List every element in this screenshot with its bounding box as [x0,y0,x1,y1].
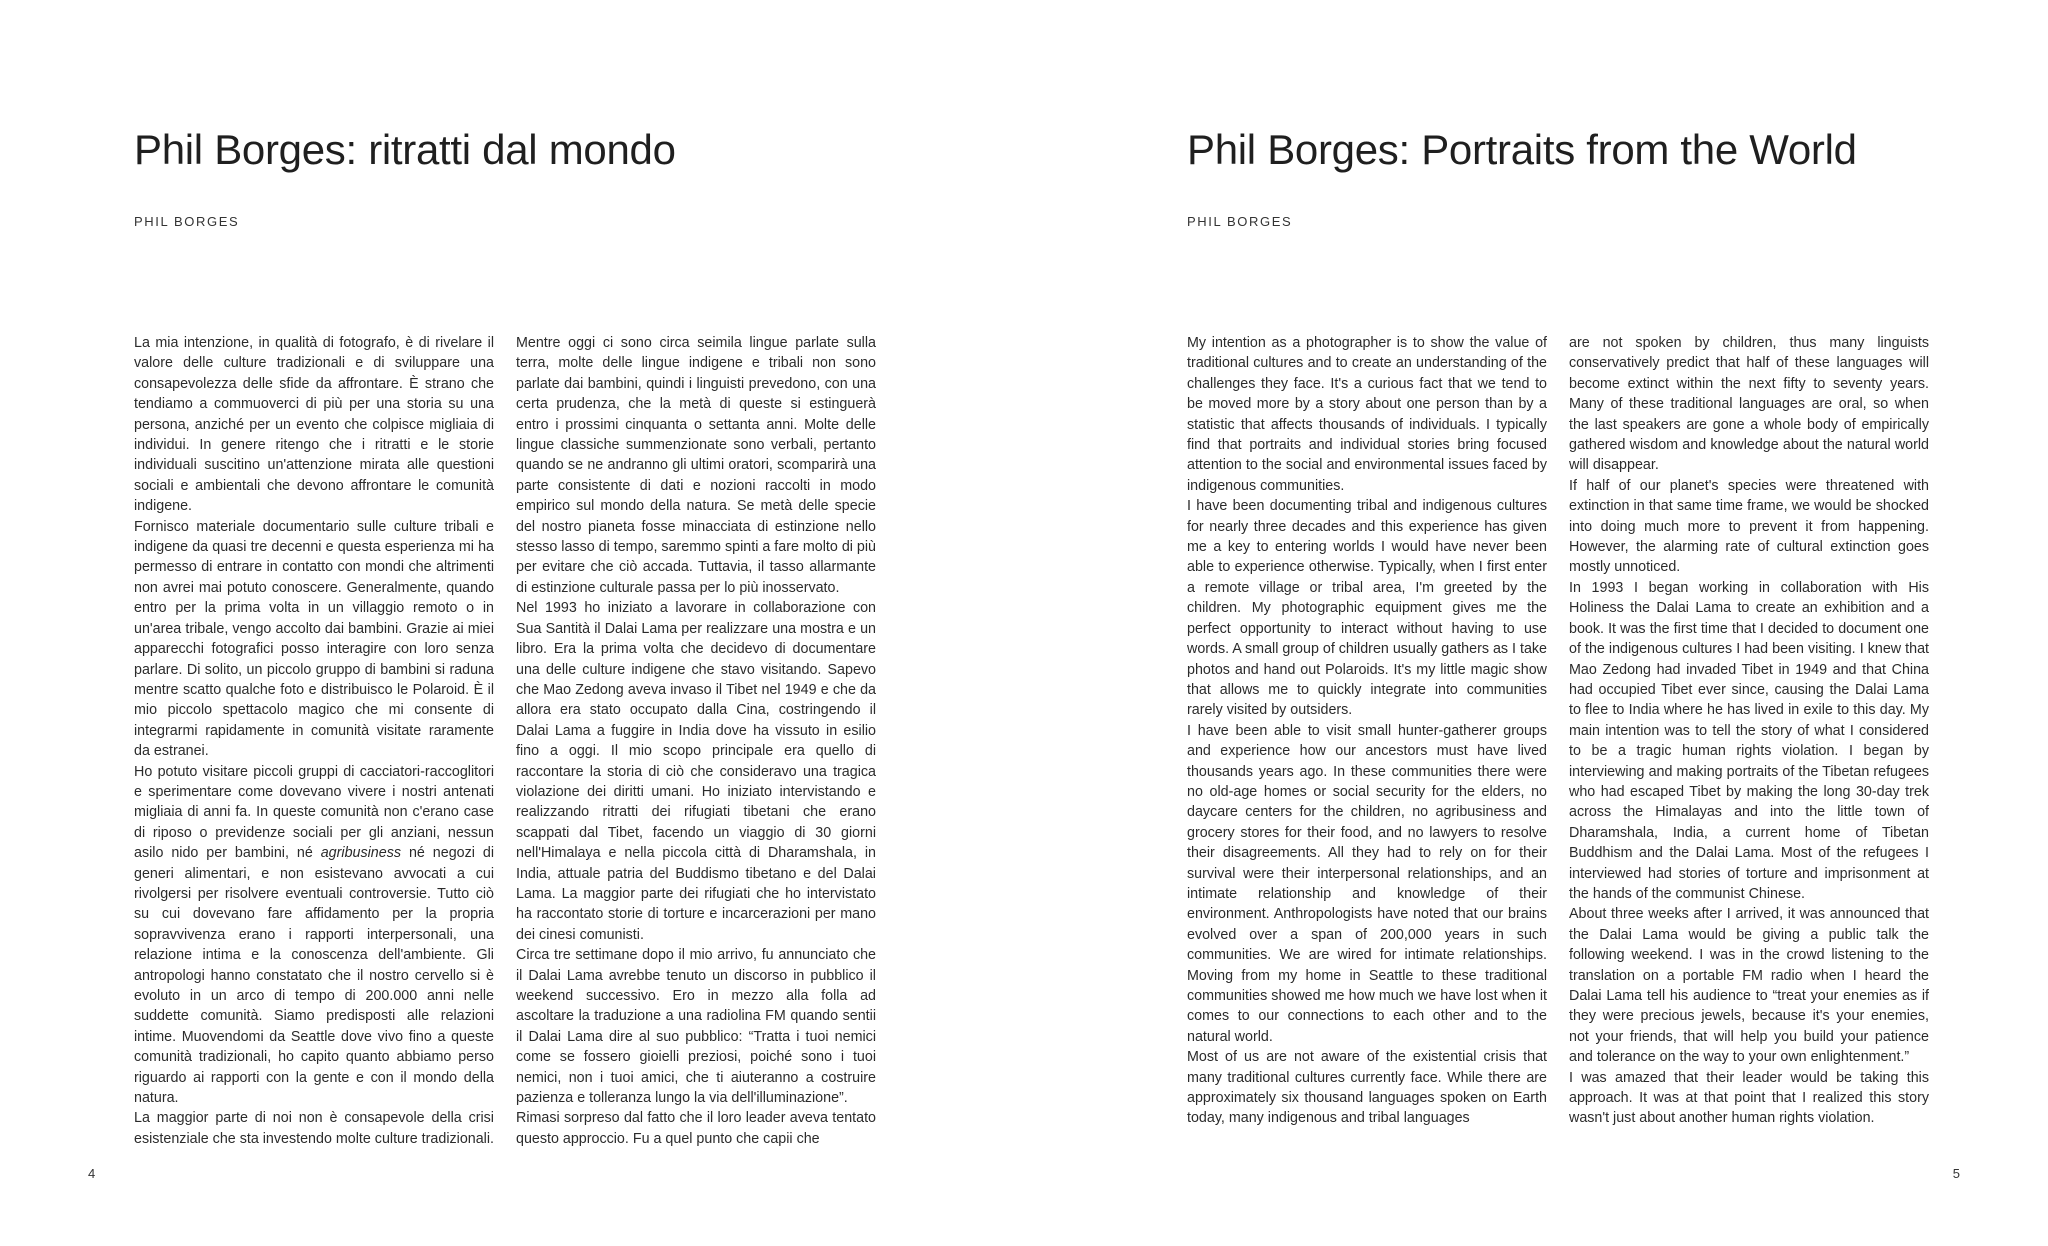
paragraph: Most of us are not aware of the existential crisis that many traditional cultures currently face. While there are approximately six thousand languages spoken on Earth today, many indigenous and tribal languages [1187,1049,1547,1127]
paragraph: I was amazed that their leader would be taking this approach. It was at that point that I realized this story wasn't just about another human rights violation. [1569,1069,1929,1127]
paragraph-text: né negozi di generi alimentari, e non esistevano avvocati a cui rivolgersi per risolvere eventuali controversie. Tutto ciò su cui dovevano fare affidamento per la propria sopravvivenza erano i rapporti interpersonali, una relazione intima e la conoscenza dell'ambiente. Gli antropologi hanno constatato che il nostro cervello si è evoluto in un arco di tempo di 200.000 anni nelle suddette comunità. Siamo predisposti alle relazioni intime. Muovendomi da Seattle dove vivo fino a queste comunità tradizionali, ho capito quanto abbiamo perso riguardo ai rapporti con la gente e con il mondo della natura. [134,845,494,1107]
page-title: Phil Borges: Portraits from the World [1187,126,1857,173]
paragraph: Rimasi sorpreso dal fatto che il loro leader aveva tentato questo approccio. Fu a quel punto che capii che [516,1110,876,1147]
italic-term: agribusiness [320,845,402,862]
paragraph: Mentre oggi ci sono circa seimila lingue parlate sulla terra, molte delle lingue indigene e tribali non sono parlate dai bambini, quindi i linguisti prevedono, con una certa prudenza, che la metà di queste si estinguerà entro i prossimi cinquanta o settanta anni. Molte delle lingue classiche summenzionate sono verbali, pertanto quando se ne andranno gli ultimi oratori, scomparirà una parte consistente di dati e nozioni raccolti in modo empirico sul mondo della natura. Se metà delle specie del nostro pianeta fosse minacciata di estinzione nello stesso lasso di tempo, saremmo spinti a fare molto di più per evitare che ciò accada. Tuttavia, il tasso allarmante di estinzione culturale passa per lo più inosservato. [516,335,876,596]
author-name: PHIL BORGES [134,214,240,229]
text-column-1 [1187,333,1547,1129]
paragraph: Fornisco materiale documentario sulle culture tribali e indigene da quasi tre decenni e questa esperienza mi ha permesso di entrare in contatto con mondi che altrimenti non avrei mai potuto conoscere. Generalmente, quando entro per la prima volta in un villaggio remoto o in un'area tribale, vengo accolto dai bambini. Grazie ai miei apparecchi fotografici posso interagire con loro senza parlare. Di solito, un piccolo gruppo di bambini si raduna mentre scatto qualche foto e distribuisco le Polaroid. È il mio piccolo spettacolo magico che mi consente di integrarmi rapidamente in comunità visitate raramente da estranei. [134,518,494,760]
text-column-2 [516,333,876,1149]
paragraph: I have been able to visit small hunter-gatherer groups and experience how our ancestors must have lived thousands years ago. In these communities there were no old-age homes or social security for the elders, no daycare centers for the children, no agribusiness and grocery stores for their food, and no lawyers to resolve their disagreements. All they had to rely on for their survival were their interpersonal relationships, and an intimate relationship and knowledge of their environment. Anthropologists have noted that our brains evolved over a span of 200,000 years in such communities. We are wired for intimate relationships. Moving from my home in Seattle to these traditional communities showed me how much we have lost when it comes to our connections to each other and to the natural world. [1187,722,1547,1045]
paragraph-text: Ho potuto visitare piccoli gruppi di cacciatori-raccoglitori e sperimentare come dovevano vivere i nostri antenati migliaia di anni fa. In queste comunità non c'erano case di riposo o previdenze sociali per gli anziani, nessun asilo nido per bambini, né [134,763,494,862]
text-column-2 [1569,333,1929,1129]
paragraph [134,762,494,1109]
paragraph: Circa tre settimane dopo il mio arrivo, fu annunciato che il Dalai Lama avrebbe tenuto un discorso in pubblico il weekend successivo. Ero in mezzo alla folla ad ascoltare la traduzione a una radiolina FM quando sentii il Dalai Lama dire al suo pubblico: “Tratta i tuoi nemici come se fossero gioielli preziosi, poiché sono i tuoi nemici, non i tuoi amici, che ti aiuteranno a costruire pazienza e tolleranza lungo la via dell'illuminazione”. [516,947,876,1107]
paragraph: are not spoken by children, thus many linguists conservatively predict that half of these languages will become extinct within the next fifty to seventy years. Many of these traditional languages are oral, so when the last speakers are gone a whole body of empirically gathered wisdom and knowledge about the natural world will disappear. [1569,335,1929,474]
paragraph: About three weeks after I arrived, it was announced that the Dalai Lama would be giving a public talk the following weekend. I was in the crowd listening to the translation on a portable FM radio when I heard the Dalai Lama tell his audience to “treat your enemies as if they were precious jewels, because it's your enemies, not your friends, that will help you build your patience and tolerance on the way to your own enlightenment.” [1569,906,1929,1066]
paragraph: Nel 1993 ho iniziato a lavorare in collaborazione con Sua Santità il Dalai Lama per realizzare una mostra e un libro. Era la prima volta che decidevo di documentare una delle culture indigene che stavo visitando. Sapevo che Mao Zedong aveva invaso il Tibet nel 1949 e che da allora era stato occupato dalla Cina, costringendo il Dalai Lama a fuggire in India dove ha vissuto in esilio fino a oggi. Il mio scopo principale era quello di raccontare la storia di ciò che consideravo una tragica violazione dei diritti umani. Ho iniziato intervistando e realizzando ritratti dei rifugiati tibetani che erano scappati dal Tibet, facendo un viaggio di 30 giorni nell'Himalaya e nella piccola città di Dharamshala, in India, attuale patria del Buddismo tibetano e del Dalai Lama. La maggior parte dei rifugiati che ho intervistato ha raccontato storie di torture e incarcerazioni per mano dei cinesi comunisti. [516,600,876,943]
right-page [1024,0,2048,1246]
paragraph: My intention as a photographer is to show the value of traditional cultures and to create an understanding of the challenges they face. It's a curious fact that we tend to be moved more by a story about one person than by a statistic that affects thousands of individuals. I typically find that portraits and individual stories bring focused attention to the social and environmental issues faced by indigenous communities. [1187,335,1547,494]
page-title: Phil Borges: ritratti dal mondo [134,126,676,173]
page-number: 4 [88,1166,96,1181]
paragraph: I have been documenting tribal and indigenous cultures for nearly three decades and this experience has given me a key to entering worlds I would have never been able to experience otherwise. Typically, when I first enter a remote village or tribal area, I'm greeted by the children. My photographic equipment gives me the perfect opportunity to interact without having to use words. A small group of children usually gathers as I take photos and hand out Polaroids. It's my little magic show that allows me to quickly integrate into communities rarely visited by outsiders. [1187,498,1547,719]
paragraph: La mia intenzione, in qualità di fotografo, è di rivelare il valore delle culture tradizionali e di sviluppare una consapevolezza delle sfide da affrontare. È strano che tendiamo a commuoverci di più per una storia su una persona, anziché per un evento che colpisce migliaia di individui. In genere ritengo che i ritratti e le storie individuali suscitino un'attenzione mirata alle questioni sociali e ambientali che devono affrontare le comunità indigene. [134,335,494,515]
text-column-1 [134,333,494,1149]
paragraph: If half of our planet's species were threatened with extinction in that same time frame, we would be shocked into doing much more to prevent it from happening. However, the alarming rate of cultural extinction goes mostly unnoticed. [1569,477,1929,576]
author-name: PHIL BORGES [1187,214,1293,229]
page-number: 5 [1952,1166,1960,1181]
paragraph: In 1993 I began working in collaboration with His Holiness the Dalai Lama to create an exhibition and a book. It was the first time that I decided to document one of the indigenous cultures I had been visiting. I knew that Mao Zedong had invaded Tibet in 1949 and that China had occupied Tibet ever since, causing the Dalai Lama to flee to India where he has lived in exile to this day. My main intention was to tell the story of what I considered to be a tragic human rights violation. I began by interviewing and making portraits of the Tibetan refugees who had escaped Tibet by making the long 30-day trek across the Himalayas and into the little town of Dharamshala, India, a current home of Tibetan Buddhism and the Dalai Lama. Most of the refugees I interviewed had stories of torture and imprisonment at the hands of the communist Chinese. [1569,579,1929,902]
paragraph: La maggior parte di noi non è consapevole della crisi esistenziale che sta investendo molte culture tradizionali. [134,1110,494,1147]
